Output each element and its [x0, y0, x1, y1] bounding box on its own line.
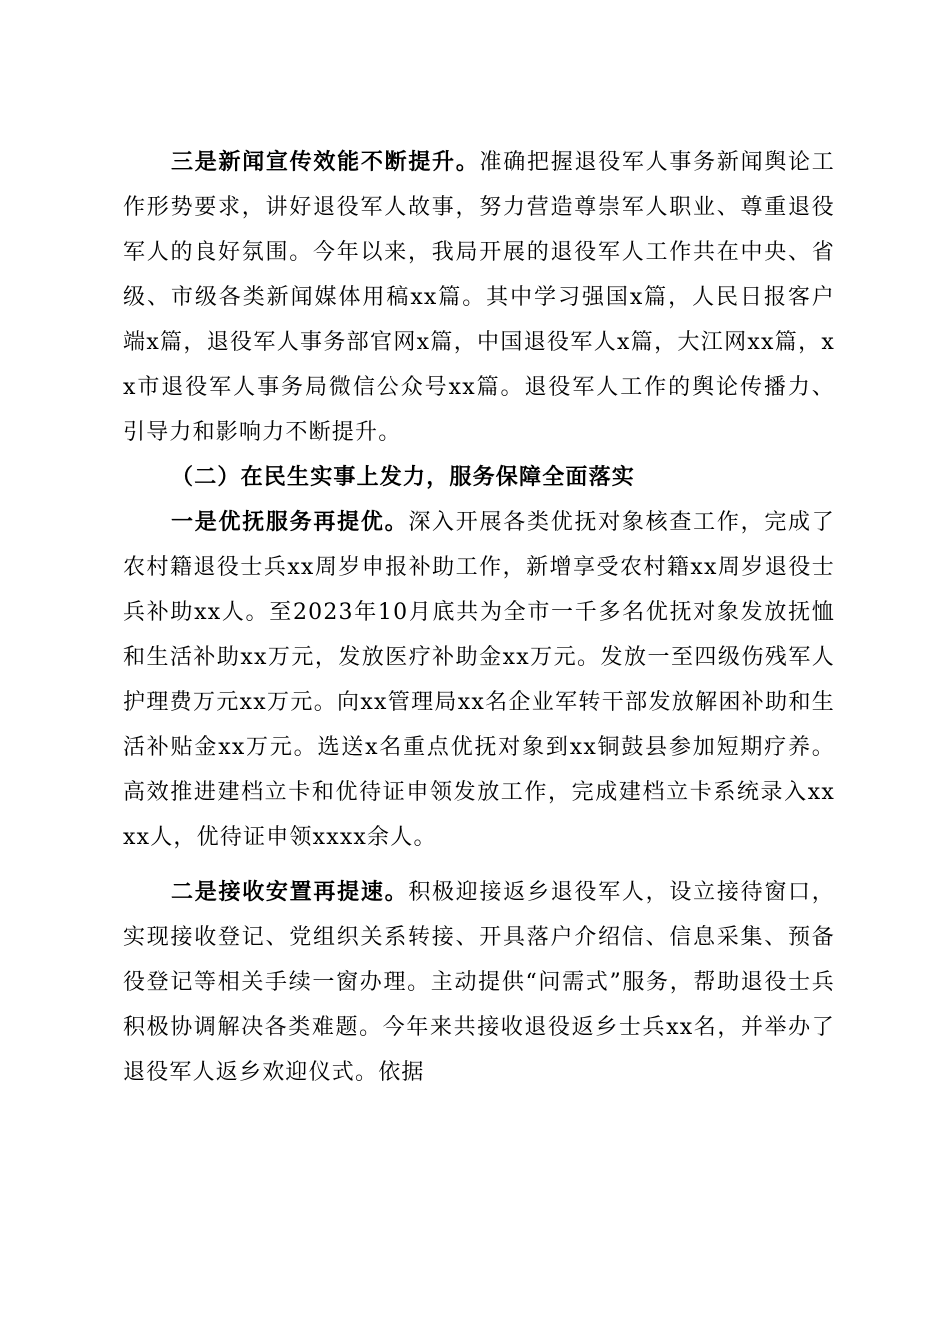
paragraph-lead: 二是接收安置再提速。 [171, 879, 409, 905]
section-heading: （二）在民生实事上发力，服务保障全面落实 [171, 464, 636, 490]
paragraph-body: 积极迎接返乡退役军人，设立接待窗口，实现接收登记、党组织关系转接、开具落户介绍信、信息采集、预备役登记等相关手续一窗办理。主动提供“问需式”服务，帮助退役士兵积极协调解决各类难题。今年来共接收退役返乡士兵xx名，并举办了退役军人返乡欢迎仪式。依据 [123, 880, 835, 1085]
paragraph-body: 准确把握退役军人事务新闻舆论工作形势要求，讲好退役军人故事，努力营造尊崇军人职业、尊重退役军人的良好氛围。今年以来，我局开展的退役军人工作共在中央、省级、市级各类新闻媒体用稿xx篇。其中学习强国x篇，人民日报客户端x篇，退役军人事务部官网x篇，中国退役军人x篇，大江网xx篇，xx市退役军人事务局微信公众号xx篇。退役军人工作的舆论传播力、引导力和影响力不断提升。 [123, 150, 835, 445]
paragraph-reception-placement [123, 870, 835, 1095]
paragraph-news-publicity [123, 140, 835, 455]
paragraph-special-care [123, 500, 835, 860]
paragraph-lead: 一是优抚服务再提优。 [171, 509, 409, 535]
paragraph-lead: 三是新闻宣传效能不断提升。 [171, 149, 480, 175]
paragraph-body: 深入开展各类优抚对象核查工作，完成了农村籍退役士兵xx周岁申报补助工作，新增享受农村籍xx周岁退役士兵补助xx人。至2023年10月底共为全市一千多名优抚对象发放抚恤和生活补助xx万元，发放医疗补助金xx万元。发放一至四级伤残军人护理费万元xx万元。向xx管理局xx名企业军转干部发放解困补助和生活补贴金xx万元。选送x名重点优抚对象到xx铜鼓县参加短期疗养。高效推进建档立卡和优待证申领发放工作，完成建档立卡系统录入xxxx人，优待证申领xxxx余人。 [123, 510, 835, 850]
document-body [123, 140, 835, 1095]
